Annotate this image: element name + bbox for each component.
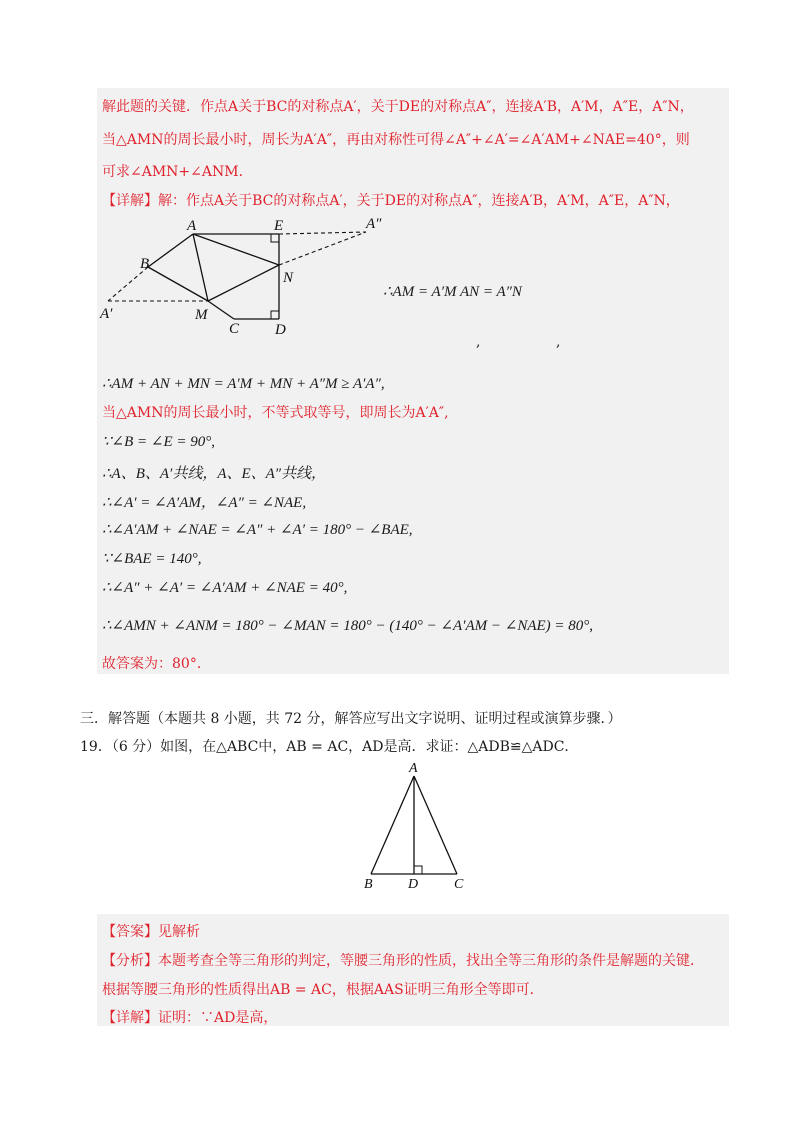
fig2-label-A: A: [409, 761, 418, 776]
fig2-label-B: B: [364, 877, 373, 890]
fig1-label-E: E: [274, 218, 284, 234]
step-5: ∴∠A′ = ∠A′AM，∠A″ = ∠NAE,: [102, 495, 307, 511]
detail-tag: 【详解】: [102, 193, 158, 209]
detail-text: 解：作点A关于BC的对称点A′，关于DE的对称点A″，连接A′B，A′M，A″E，A″N，: [158, 193, 680, 209]
step-6: ∴∠A′AM + ∠NAE = ∠A″ + ∠A′ = 180° − ∠BAE,: [102, 522, 413, 538]
intro-line-3: 可求∠AMN+∠ANM．: [102, 164, 253, 180]
intro-line-2: 当△AMN的周长最小时，周长为A′A″，再由对称性可得∠A″+∠A′=∠A′AM+∠NAE=40°，则: [102, 132, 690, 148]
fig1-label-A-prime: A′: [100, 306, 113, 322]
proof-detail-tag: 【详解】: [102, 1010, 158, 1026]
intro-line-1: 解此题的关键．作点A关于BC的对称点A′，关于DE的对称点A″，连接A′B，A′M，A″E，A″N，: [102, 99, 694, 115]
proof-detail-text: 证明：∵AD是高，: [158, 1010, 278, 1026]
answer-line: [102, 921, 200, 941]
answer-tag: 【答案】: [102, 924, 158, 940]
analysis-line-1: [102, 950, 704, 970]
fig1-label-D: D: [275, 322, 286, 338]
fig2-label-C: C: [454, 877, 464, 890]
detail-line: [102, 190, 680, 210]
section-3-heading: 三．解答题（本题共 8 小题，共 72 分，解答应写出文字说明、证明过程或演算步骤．）: [80, 711, 622, 727]
analysis-tag: 【分析】: [102, 953, 158, 969]
step-3: ∵∠B = ∠E = 90°,: [102, 434, 215, 450]
stray-comma-2: ,: [556, 334, 561, 350]
final-answer: 故答案为：80°．: [102, 656, 211, 672]
step-2: 当△AMN的周长最小时，不等式取等号，即周长为A′A″,: [102, 405, 449, 421]
analysis-text-1: 本题考查全等三角形的判定，等腰三角形的性质，找出全等三角形的条件是解题的关键．: [158, 953, 704, 969]
fig1-label-A: A: [187, 218, 197, 234]
fig2-label-D: D: [408, 877, 419, 890]
question-19: 19．（6 分）如图，在△ABC中，AB = AC，AD是高．求证：△ADB≌△ADC．: [80, 739, 579, 755]
proof-detail-line: [102, 1007, 277, 1027]
step-7: ∵∠BAE = 140°,: [102, 551, 202, 567]
step-4: ∴A、B、A′共线，A、E、A″共线，: [102, 466, 327, 482]
fig1-label-C: C: [229, 321, 240, 337]
equation-beside-figure: ∴AM = A′M AN = A″N: [383, 284, 522, 300]
step-8: ∴∠A″ + ∠A′ = ∠A′AM + ∠NAE = 40°,: [102, 580, 348, 596]
fig1-label-B: B: [140, 256, 150, 272]
fig1-label-M: M: [195, 307, 208, 323]
analysis-line-2: 根据等腰三角形的性质得出AB = AC，根据AAS证明三角形全等即可．: [102, 982, 544, 998]
figure-2-triangle: [358, 760, 478, 890]
stray-comma-1: ,: [476, 334, 481, 350]
step-1: ∴AM + AN + MN = A′M + MN + A″M ≥ A′A″,: [102, 376, 385, 392]
answer-text: 见解析: [158, 924, 200, 940]
figure-1-geometry: [96, 212, 416, 342]
fig1-label-N: N: [283, 270, 294, 286]
fig1-label-A-double: A″: [366, 216, 382, 232]
step-9: ∴∠AMN + ∠ANM = 180° − ∠MAN = 180° − (140° − ∠A′AM − ∠NAE) = 80°,: [102, 618, 594, 634]
